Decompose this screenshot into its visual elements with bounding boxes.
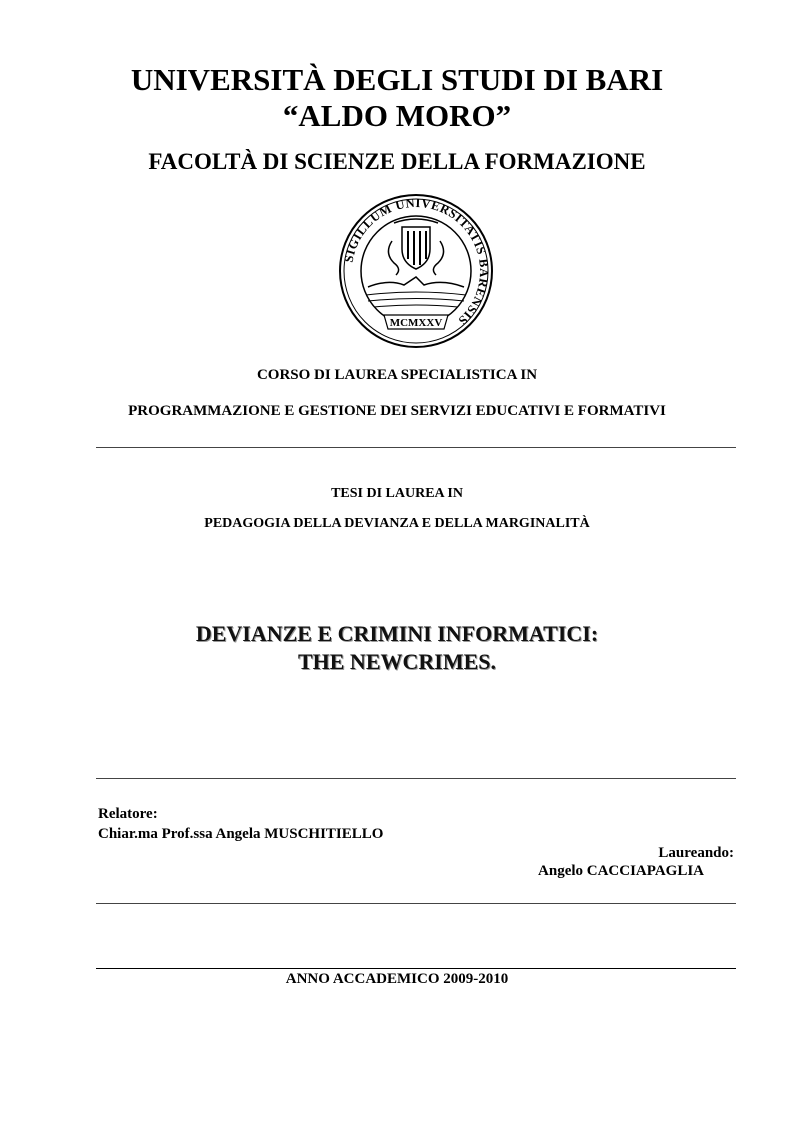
divider [96,903,736,904]
university-seal-icon [338,193,494,349]
thesis-title-line2: THE NEWCRIMES. [297,649,497,674]
laureando-label: Laureando: [658,845,734,861]
thesis-title-line1: DEVIANZE E CRIMINI INFORMATICI: [195,621,599,646]
seal-year: MCMXXV [389,317,443,329]
faculty-title: FACOLTÀ DI SCIENZE DELLA FORMAZIONE [148,149,646,174]
relatore-name: Chiar.ma Prof.ssa Angela MUSCHITIELLO [98,826,384,842]
course-name: PROGRAMMAZIONE E GESTIONE DEI SERVIZI EDUCATIVI E FORMATIVI [128,403,666,419]
laureando-name: Angelo CACCIAPAGLIA [538,863,704,879]
divider [96,778,736,779]
seal-ring-text: SIGILLUM UNIVERSITATIS BARENSIS [341,195,492,328]
course-label: CORSO DI LAUREA SPECIALISTICA IN [256,367,538,383]
relatore-label: Relatore: [98,806,158,822]
divider [96,968,736,969]
university-name: “ALDO MORO” [282,98,512,133]
thesis-label: TESI DI LAUREA IN [331,486,463,501]
academic-year: ANNO ACCADEMICO 2009-2010 [285,971,509,987]
university-title: UNIVERSITÀ DEGLI STUDI DI BARI [130,62,664,97]
divider [96,447,736,448]
thesis-subject: PEDAGOGIA DELLA DEVIANZA E DELLA MARGINALITÀ [204,516,590,531]
